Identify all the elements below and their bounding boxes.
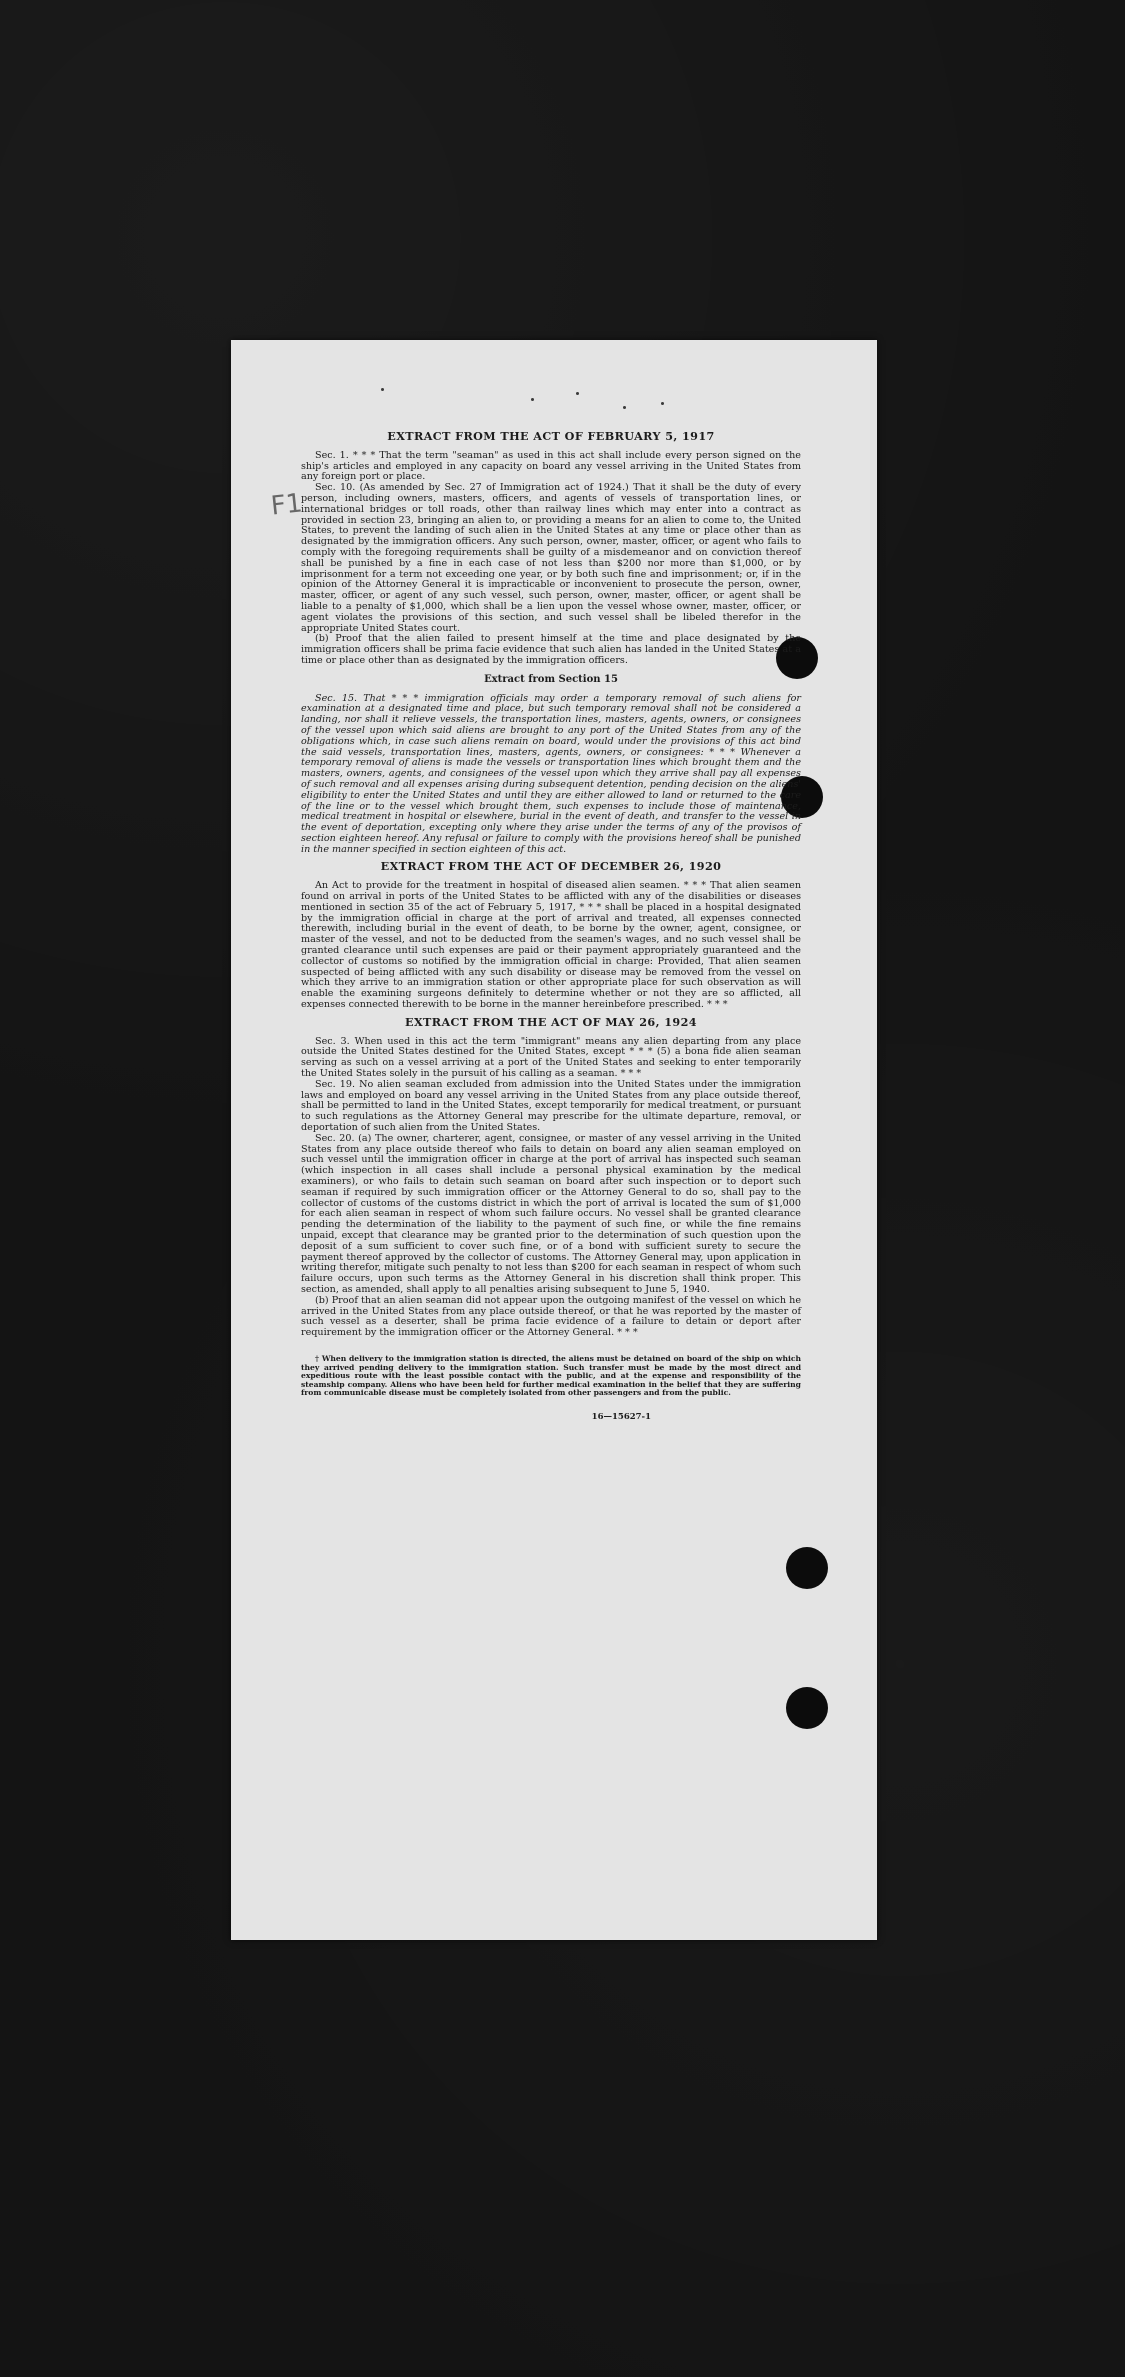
section-10b-text: (b) Proof that the alien failed to present himself at the time and place designated by the immigration officers shall be prima facie evidence that such alien has landed in the United States at a time or place other than as designated by the immigration officers. [301,633,801,666]
scan-speck [531,398,534,401]
heading-act-1924: EXTRACT FROM THE ACT OF MAY 26, 1924 [405,1014,697,1029]
scan-speck [381,388,384,391]
section-19-text: Sec. 19. No alien seaman excluded from admission into the United States under the immigration laws and employed on board any vessel arriving in the United States from any place outside thereof, shall be permitted to land in the United States, except temporarily for medical treatment, or pursuant to such regulations as the Attorney General may prescribe for the ultimate departure, removal, or deportation of such alien from the United States. [301,1078,801,1134]
scan-speck [576,392,579,395]
subheading-section-15: Extract from Section 15 [484,673,618,685]
section-20b-text: (b) Proof that an alien seaman did not appear upon the outgoing manifest of the vessel on which he arrived in the United States from any place outside thereof, or that he was reported by the master of such vessel as a deserter, shall be prima facie evidence of a failure to detain or deport after requirement by the immigration officer or the Attorney General. * * * [301,1294,801,1339]
form-number: 16—15627-1 [591,1411,651,1422]
heading-act-1917: EXTRACT FROM THE ACT OF FEBRUARY 5, 1917 [387,429,715,443]
document-text [301,425,801,1423]
heading-act-1920: EXTRACT FROM THE ACT OF DECEMBER 26, 1920 [380,859,722,874]
document-page [231,340,877,1940]
act-1920-text: An Act to provide for the treatment in hospital of diseased alien seamen. * * * That alien seamen found on arrival in ports of the United States to be afflicted with any of the disabilities or diseases mentioned in section 35 of the act of February 5, 1917, * * * shall be placed in a hospital designated by the immigration official in charge at the port of arrival and treated, all expenses connected therewith, including burial in the event of death, to be borne by the owner, agent, consignee, or master of the vessel, and not to be deducted from the seamen's wages, and no such vessel shall be granted clearance until such expenses are paid or their payment appropriately guaranteed and the collector of customs so notified by the immigration official in charge: Provided, That alien seamen suspected of being afflicted with any such disability or disease may be removed from the vessel on which they arrive to an immigration station or other appropriate place for such observation as will enable the examining surgeons definitely to determine whether or not they are so afflicted, all expenses connected therewith to be borne in the manner hereinbefore prescribed. * * * [301,880,801,1011]
scan-speck [623,406,626,409]
scan-speck [661,402,664,405]
section-10-text: Sec. 10. (As amended by Sec. 27 of Immigration act of 1924.) That it shall be the duty of every person, including owners, masters, officers, and agents of vessels of transportation lines, or international bridges or toll roads, other than railway lines which may enter into a contract as provided in section 23, bringing an alien to, or providing a means for an alien to come to, the United States, to prevent the landing of such alien in the United States at any time or place other than as designated by the immigration officers. Any such person, owner, master, officer, or agent who fails to comply with the foregoing requirements shall be guilty of a misdemeanor and on conviction thereof shall be punished by a fine in each case of not less than $200 nor more than $1,000, or by imprisonment for a term not exceeding one year, or by both such fine and imprisonment; or, if in the opinion of the Attorney General it is impracticable or inconvenient to prosecute the person, owner, master, officer, or agent of any such vessel, such person, owner, master, officer, or agent shall be liable to a penalty of $1,000, which shall be a lien upon the vessel whose owner, master, officer, or agent violates the provisions of this section, and such vessel shall be libeled therefor in the appropriate United States court. [301,482,801,634]
punch-hole [786,1547,828,1589]
section-1-text: Sec. 1. * * * That the term "seaman" as used in this act shall include every person signed on the ship's articles and employed in any capacity on board any vessel arriving in the United States from any foreign port or place. [301,449,801,483]
section-20a-text: Sec. 20. (a) The owner, charterer, agent, consignee, or master of any vessel arriving in the United States from any place outside thereof who fails to detain on board any alien seaman employed on such vessel until the immigration officer in charge at the port of arrival has inspected such seaman (which inspection in all cases shall include a personal physical examination by the medical examiners), or who fails to detain such seaman on board after such inspection or to deport such seaman if required by such immigration officer or the Attorney General to do so, shall pay to the collector of customs of the customs district in which the port of arrival is located the sum of $1,000 for each alien seaman in respect of whom such failure occurs. No vessel shall be granted clearance pending the determination of the liability to the payment of such fine, or while the fine remains unpaid, except that clearance may be granted prior to the determination of such question upon the deposit of a sum sufficient to cover such fine, or of a bond with sufficient surety to secure the payment thereof approved by the collector of customs. The Attorney General may, upon application in writing therefor, mitigate such penalty to not less than $200 for each seaman in respect of whom such failure occurs, upon such terms as the Attorney General in his discretion shall think proper. This section, as amended, shall apply to all penalties arising subsequent to June 5, 1940. [301,1132,801,1295]
punch-hole [786,1687,828,1729]
section-3-text: Sec. 3. When used in this act the term "immigrant" means any alien departing from any place outside the United States destined for the United States, except * * * (5) a bona fide alien seaman serving as such on a vessel arriving at a port of the United States and seeking to enter temporarily the United States solely in the pursuit of his calling as a seaman. * * * [301,1035,801,1080]
footnote: † When delivery to the immigration station is directed, the aliens must be detained on board of the ship on which they arrived pending delivery to the immigration station. Such transfer must be made by the most direct and expeditious route with the least possible contact with the public, and at the expense and responsibility of the steamship company. Aliens who have been held for further medical examination in the belief that they are suffering from communicable disease must be completely isolated from other passengers and from the public. [301,1353,801,1398]
section-15-text: Sec. 15. That * * * immigration officials may order a temporary removal of such aliens for examination at a designated time and place, but such temporary removal shall not be considered a landing, nor shall it relieve vessels, the transportation lines, masters, agents, owners, or consignees of the vessel upon which said aliens are brought to any port of the United States from any of the obligations which, in case such aliens remain on board, would under the provisions of this act bind the said vessels, transportation lines, masters, agents, owners, or consignees: * * * Whenever a temporary removal of aliens is made the vessels or transportation lines which brought them and the masters, owners, agents, and consignees of the vessel upon which they arrive shall pay all expenses of such removal and all expenses arising during subsequent detention, pending decision on the aliens' eligibility to enter the United States and until they are either allowed to land or returned to the care of the line or to the vessel which brought them, such expenses to include those of maintenance, medical treatment in hospital or elsewhere, burial in the event of death, and transfer to the vessel in the event of deportation, excepting only where they arise under the terms of any of the provisos of section eighteen hereof. Any refusal or failure to comply with the provisions hereof shall be punished in the manner specified in section eighteen of this act. [301,692,801,855]
margin-handwriting: F1 [269,488,304,522]
